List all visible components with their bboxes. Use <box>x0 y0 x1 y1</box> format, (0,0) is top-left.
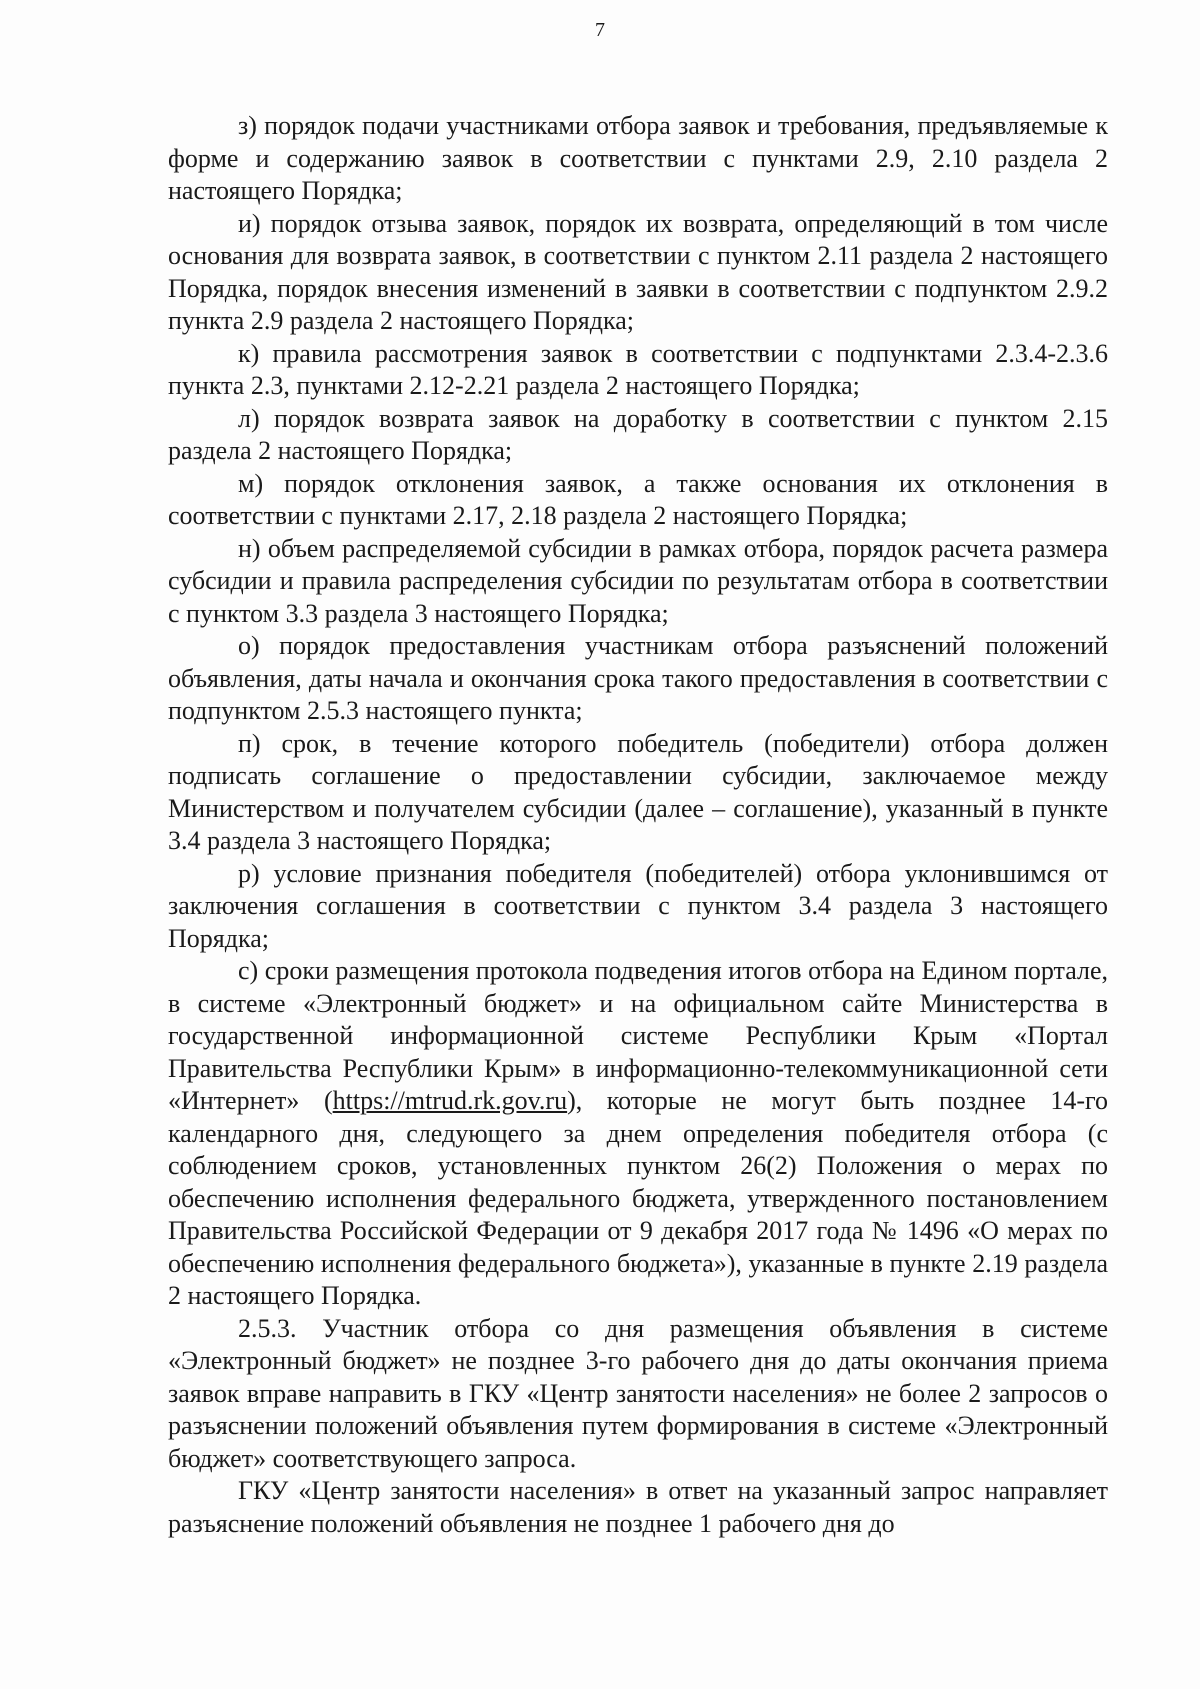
paragraph-z: з) порядок подачи участниками отбора заявок и требования, предъявляемые к форме и содержанию заявок в соответствии с пунктами 2.9, 2.10 раздела 2 настоящего Порядка; <box>168 111 1108 205</box>
paragraph-k: к) правила рассмотрения заявок в соответствии с подпунктами 2.3.4-2.3.6 пункта 2.3, пунктами 2.12-2.21 раздела 2 настоящего Порядка; <box>168 338 1108 400</box>
paragraph-o: о) порядок предоставления участникам отбора разъяснений положений объявления, даты начала и окончания срока такого предоставления в соответствии с подпунктом 2.5.3 настоящего пункта; <box>168 631 1108 725</box>
paragraph-l: л) порядок возврата заявок на доработку в соответствии с пунктом 2.15 раздела 2 настоящего Порядка; <box>168 403 1108 465</box>
paragraph-p: п) срок, в течение которого победитель (победители) отбора должен подписать соглашение о предоставлении субсидии, заключаемое между Министерством и получателем субсидии (далее – соглашение), указанный в пункте 3.4 раздела 3 настоящего Порядка; <box>168 728 1108 855</box>
page-number: 7 <box>595 19 605 41</box>
paragraph-2-5-3: 2.5.3. Участник отбора со дня размещения объявления в системе «Электронный бюджет» не позднее 3-го рабочего дня до даты окончания приема заявок вправе направить в ГКУ «Центр занятости населения» не более 2 запросов о разъяснении положений объявления путем формирования в системе «Электронный бюджет» соответствующего запроса. <box>168 1313 1108 1473</box>
paragraph-s-text-before: с) сроки размещения протокола подведения итогов отбора на Едином портале, в системе «Электронный бюджет» и на официальном сайте Министерства в государственной информационной системе Республики Крым «Портал Правительства Республики Крым» в информационно-телекоммуникационной сети «Интернет» ( <box>168 956 1108 1115</box>
paragraph-s-text-after: ), которые не могут быть позднее 14-го календарного дня, следующего за днем определения победителя отбора (с соблюдением сроков, установленных пунктом 26(2) Положения о мерах по обеспечению исполнения федерального бюджета, утвержденного постановлением Правительства Российской Федерации от 9 декабря 2017 года № 1496 «О мерах по обеспечению исполнения федерального бюджета»), указанные в пункте 2.19 раздела 2 настоящего Порядка. <box>168 1086 1108 1310</box>
paragraph-n: н) объем распределяемой субсидии в рамках отбора, порядок расчета размера субсидии и правила распределения субсидии по результатам отбора в соответствии с пунктом 3.3 раздела 3 настоящего Порядка; <box>168 533 1108 628</box>
paragraph-gku: ГКУ «Центр занятости населения» в ответ на указанный запрос направляет разъяснение положений объявления не позднее 1 рабочего дня до <box>168 1476 1108 1538</box>
paragraph-s <box>168 955 1108 1313</box>
paragraph-m: м) порядок отклонения заявок, а также основания их отклонения в соответствии с пунктами 2.17, 2.18 раздела 2 настоящего Порядка; <box>168 468 1108 530</box>
paragraph-r: р) условие признания победителя (победителей) отбора уклонившимся от заключения соглашения в соответствии с пунктом 3.4 раздела 3 настоящего Порядка; <box>168 858 1108 953</box>
ministry-website-link[interactable]: https://mtrud.rk.gov.ru <box>332 1086 568 1115</box>
paragraph-i: и) порядок отзыва заявок, порядок их возврата, определяющий в том числе основания для возврата заявок, в соответствии с пунктом 2.11 раздела 2 настоящего Порядка, порядок внесения изменений в заявки в соответствии с подпунктом 2.9.2 пункта 2.9 раздела 2 настоящего Порядка; <box>168 208 1108 335</box>
document-body <box>168 110 1108 1540</box>
